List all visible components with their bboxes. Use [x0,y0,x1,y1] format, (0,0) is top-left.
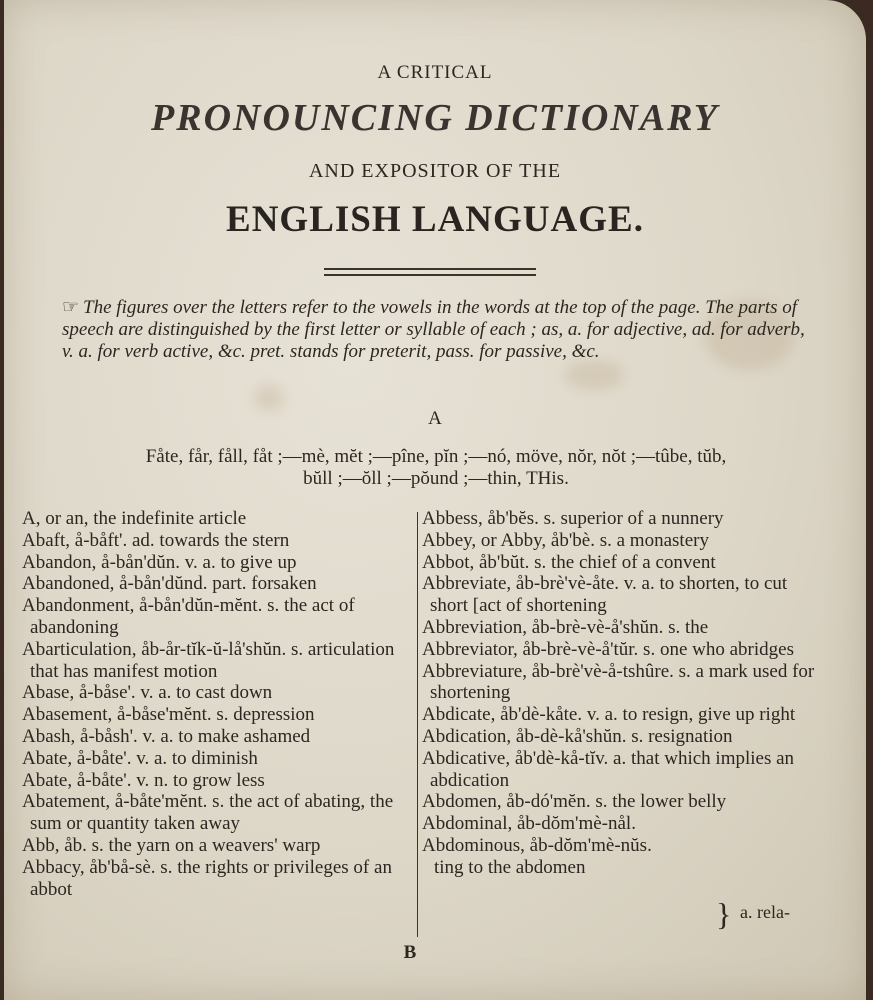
dictionary-entry: ting to the abdomen [434,856,586,878]
dictionary-entry: Abdicative, åb'dè-kå-tĭv. a. that which implies an abdication [422,747,795,791]
dictionary-entry: Abbreviator, åb-brè-vè-å'tŭr. s. one who abridges [422,638,794,660]
dictionary-entry: Abarticulation, åb-år-tĭk-ŭ-lå'shŭn. s. articulation that has manifest motion [22,638,395,682]
dictionary-entry: Abase, å-båse'. v. a. to cast down [22,682,273,704]
double-rule-bottom [324,274,536,276]
left-column [22,508,414,900]
usage-note-text: The figures over the letters refer to the vowels in the words at the top of the page. The parts of speech are distinguished by the first letter or syllable of each ; as, a. for adjective, ad. for adverb, v. a. for verb active, &c. pret. stands for preterit, pass. for passive, &c. [62,297,805,362]
dictionary-entry: Abandon, å-bån'dŭn. v. a. to give up [22,551,297,573]
dictionary-entry: Abdominal, åb-dŏm'mè-nål. [422,813,636,835]
brace-note: a. rela- [740,902,790,922]
dictionary-entry: Abbot, åb'bŭt. s. the chief of a convent [422,551,716,573]
dictionary-entry: Abbreviature, åb-brè'vè-å-tshûre. s. a mark used for shortening [422,660,815,704]
dictionary-entry: Abate, å-båte'. v. n. to grow less [22,769,265,791]
dictionary-entry: Abate, å-båte'. v. a. to diminish [22,747,258,769]
age-stain [564,360,624,390]
section-letter: A [428,408,442,429]
dictionary-entry: Abdominous, åb-dŏm'mè-nŭs. [422,834,652,856]
double-rule-top [324,268,536,270]
dictionary-entry: Abatement, å-båte'mĕnt. s. the act of abating, the sum or quantity taken away [22,791,394,835]
right-column [422,508,817,879]
dictionary-page [4,0,866,1000]
dictionary-entry: Abb, åb. s. the yarn on a weavers' warp [22,834,321,856]
dictionary-entry: A, or an, the indefinite article [22,508,247,529]
signature-mark: B [403,942,417,963]
dictionary-entry: Abdicate, åb'dè-kåte. v. a. to resign, give up right [422,704,796,726]
title-line-1: A CRITICAL [377,62,493,83]
dictionary-entry: Abash, å-båsh'. v. a. to make ashamed [22,725,311,747]
dictionary-entry: Abbacy, åb'bå-sè. s. the rights or privileges of an abbot [22,856,392,900]
dictionary-entry: Abbess, åb'bĕs. s. superior of a nunnery [422,508,724,529]
title-line-2: PRONOUNCING DICTIONARY [151,97,719,139]
title-line-4: ENGLISH LANGUAGE. [226,199,644,240]
pointing-hand-icon: ☞ [62,297,80,318]
dictionary-entry: Abaft, å-båft'. ad. towards the stern [22,529,290,551]
dictionary-entry: Abbreviate, åb-brè'vè-åte. v. a. to shorten, to cut short [act of shortening [422,573,788,617]
title-line-3: AND EXPOSITOR OF THE [308,160,562,182]
usage-note [62,297,814,363]
dictionary-entry: Abbey, or Abby, åb'bè. s. a monastery [422,529,709,551]
dictionary-entry: Abandonment, å-bån'dŭn-mĕnt. s. the act of abandoning [22,595,355,638]
dictionary-entry: Abdomen, åb-dó'mĕn. s. the lower belly [422,791,727,813]
curly-brace: } [716,896,732,932]
dictionary-entry: Abasement, å-båse'mĕnt. s. depression [22,704,315,726]
dictionary-entry: Abbreviation, åb-brè-vè-å'shŭn. s. the [422,616,709,638]
vowel-key-line-1: Fåte, får, fåll, fåt ;—mè, mĕt ;—pîne, pĭn ;—nó, möve, nŏr, nŏt ;—tûbe, tŭb, [145,446,727,467]
vowel-key-line-2: bŭll ;—ŏll ;—pŏund ;—thin, THis. [303,468,569,489]
column-divider [417,512,418,937]
vowel-key [56,446,816,490]
dictionary-entry: Abdication, åb-dè-kå'shŭn. s. resignation [422,725,733,747]
dictionary-entry: Abandoned, å-bån'dŭnd. part. forsaken [22,573,317,595]
